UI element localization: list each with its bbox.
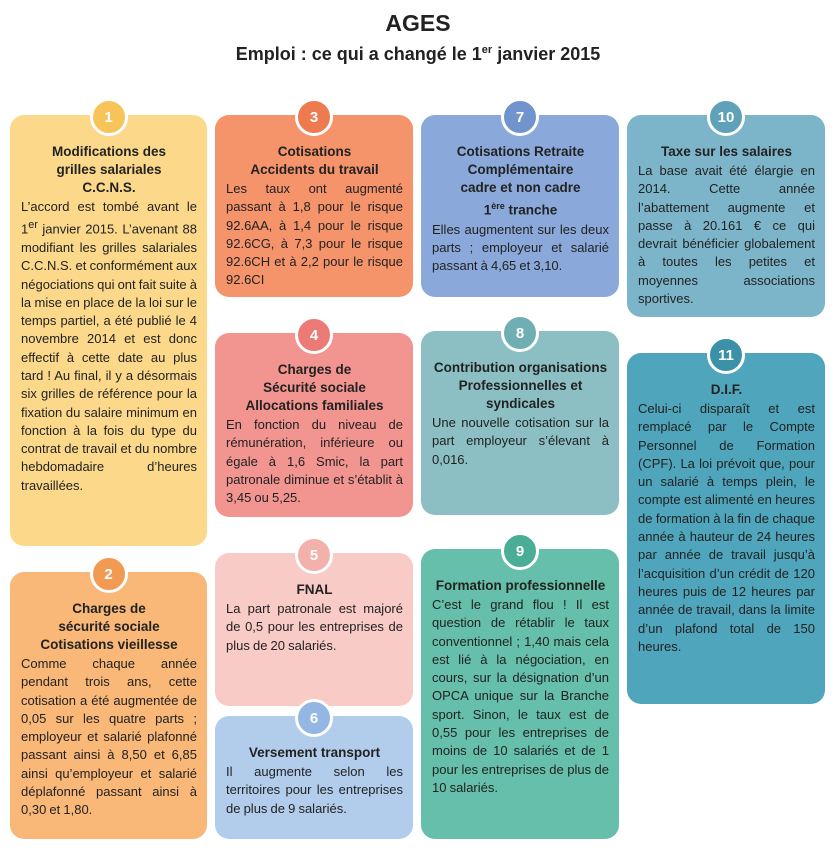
card-number-badge: 9 [501, 532, 539, 570]
card-title: FNAL [296, 582, 333, 597]
card-title-ordinal: ère [491, 201, 505, 211]
card-title: Charges de sécurité sociale Cotisations vieillesse [40, 601, 178, 652]
page-title: AGES [385, 10, 451, 36]
page-subtitle [0, 38, 836, 66]
card-title: Formation professionnelle [435, 578, 606, 593]
card-text: La part patronale est majoré de 0,5 pour les entreprises de plus de 20 salariés. [226, 601, 403, 653]
card-text: Comme chaque année pendant trois ans, cette cotisation a été augmentée de 0,05 sur les quatre parts ; employeur et salarié plafonné passant ainsi à 8,50 et 6,85 ainsi qu’employeur et salarié déplafonné passant ainsi à 0,30 et 1,80. [21, 656, 197, 818]
subtitle-ordinal: er [481, 44, 493, 56]
card-title: Contribution organisations Professionnelles et syndicales [433, 360, 608, 411]
card-complementary-pension [421, 108, 619, 297]
card-professional-organisations [421, 324, 619, 515]
page-header [0, 8, 836, 66]
card-title: D.I.F. [710, 382, 743, 397]
card-old-age-contributions [10, 565, 207, 839]
card-transport-levy [215, 709, 413, 839]
card-text: Une nouvelle cotisation sur la part employeur s’élevant à 0,016. [432, 415, 609, 467]
card-text: Celui-ci disparaît et est remplacé par le Compte Personnel de Formation (CPF). La loi prévoit que, pour un salarié à temps plein, le compte est alimenté en heures de formation à la fin de chaque année à hauteur de 24 heures par année de travail jusqu’à l’acquisition d’un crédit de 120 heures puis de 12 heures par année de travail, dans la limite d’un plafond total de 150 heures. [638, 401, 815, 654]
card-text-ordinal: er [28, 219, 38, 232]
card-professional-training [421, 542, 619, 839]
card-title: Modifications des grilles salariales C.C.N.S. [51, 144, 166, 195]
card-title-ordinal-number: 1 [483, 202, 492, 218]
card-work-accidents [215, 108, 413, 297]
card-title-text: Cotisations Retraite Complémentaire cadre et non cadre [456, 144, 585, 195]
card-text: Elles augmentent sur les deux parts ; employeur et salarié passant à 4,65 et 3,10. [432, 221, 609, 274]
card-number-badge: 10 [707, 98, 745, 136]
card-text-part: janvier 2015. L’avenant 88 modifiant les grilles salariales C.C.N.S. et conformément aux négociations qui ont fait suite à la mise en place de la loi sur le temps partiel, a été publié le 4 novembre 2014 et est donc effectif à cette date au plus tard ! Au final, il y a désormais six grilles de référence pour la fixation du salaire minimum en fonction à la fois du type du contrat de travail et du nombre hebdomadaire d’heures travaillées. [21, 221, 198, 493]
card-title-text: tranche [504, 202, 558, 218]
card-text [21, 198, 197, 495]
card-number-badge: 7 [501, 98, 539, 136]
card-dif [627, 346, 825, 704]
card-title: Taxe sur les salaires [660, 144, 793, 159]
card-title: Charges de Sécurité sociale Allocations familiales [245, 362, 384, 413]
card-number-badge: 1 [90, 98, 128, 136]
card-salary-grids [10, 108, 207, 546]
subtitle-date: janvier 2015 [492, 44, 601, 64]
card-text: Il augmente selon les territoires pour les entreprises de plus de 9 salariés. [226, 764, 403, 816]
card-title [432, 143, 609, 220]
card-number-badge: 4 [295, 316, 333, 354]
card-text: La base avait été élargie en 2014. Cette année l’abattement augmente et passe à 20.161 € ce qui devrait bénéficier globalement à toutes les petites et moyennes associations sportives. [638, 163, 815, 307]
card-payroll-tax [627, 108, 825, 317]
card-number-badge: 8 [501, 314, 539, 352]
subtitle-text: Emploi : ce qui a changé le 1 [235, 44, 482, 64]
card-number-badge: 3 [295, 98, 333, 136]
card-family-allowances [215, 326, 413, 517]
card-text: Les taux ont augmenté passant à 1,8 pour le risque 92.6AA, à 1,4 pour le risque 92.6CG, à 7,3 pour le risque 92.6CH et à 2,2 pour le risque 92.6CI [226, 181, 403, 288]
card-number-badge: 5 [295, 536, 333, 574]
card-title: Cotisations Accidents du travail [250, 144, 379, 177]
card-text: En fonction du niveau de rémunération, inférieure ou égale à 1,6 Smic, la part patronale diminue et s’établit à 3,45 ou 5,25. [226, 417, 403, 506]
card-text: C’est le grand flou ! Il est question de rétablir le taux conventionnel ; 1,40 mais cela est lié à la négociation, en cours, sur la désignation d’un OPCA unique sur la Branche sport. Sinon, le taux est de 0,55 pour les entreprises de moins de 10 salariés et de 1 pour les entreprises de plus de 10 salariés. [432, 597, 609, 795]
card-number-badge: 6 [295, 699, 333, 737]
card-number-badge: 2 [90, 555, 128, 593]
card-number-badge: 11 [707, 336, 745, 374]
card-text-part: L’accord est tombé avant le 1 [21, 199, 197, 237]
card-title: Versement transport [248, 745, 381, 760]
card-fnal [215, 546, 413, 706]
